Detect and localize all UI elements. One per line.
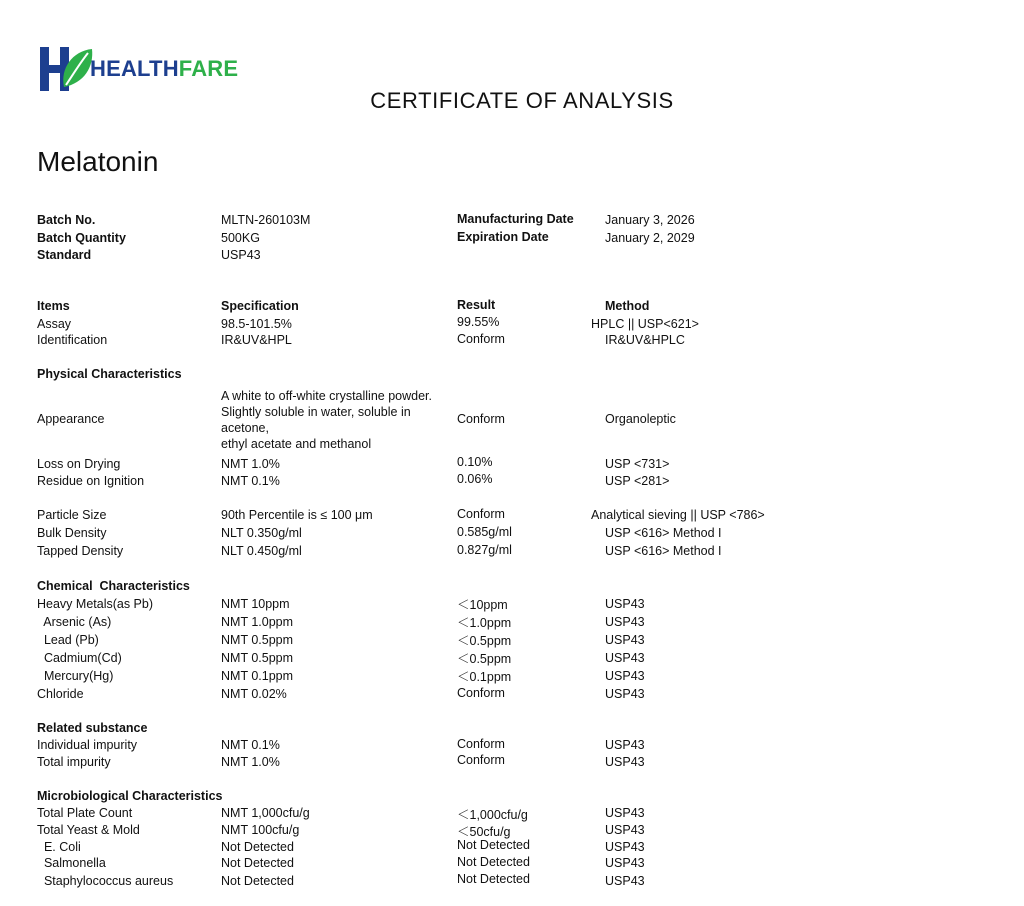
individual-impurity-result: Conform bbox=[457, 737, 505, 751]
total-plate-count-item: Total Plate Count bbox=[37, 806, 133, 820]
total-plate-count-result: ＜1,000cfu/g bbox=[457, 808, 528, 822]
cadmium-result: ＜0.5ppm bbox=[457, 652, 512, 666]
header-result: Result bbox=[457, 298, 496, 312]
lead-spec: NMT 0.5ppm bbox=[221, 633, 294, 647]
individual-impurity-item: Individual impurity bbox=[37, 738, 138, 752]
product-name: Melatonin bbox=[37, 146, 159, 177]
appearance-spec-line-2: Slightly soluble in water, soluble in bbox=[221, 405, 411, 419]
exp-date-label: Expiration Date bbox=[457, 230, 549, 244]
identification-item: Identification bbox=[37, 333, 108, 347]
appearance-result: Conform bbox=[457, 412, 505, 426]
residue-on-ignition-item: Residue on Ignition bbox=[37, 474, 145, 488]
brand-name-part2: FARE bbox=[178, 56, 239, 81]
tapped-density-spec: NLT 0.450g/ml bbox=[221, 544, 302, 558]
tapped-density-method: USP <616> Method I bbox=[605, 544, 722, 558]
yeast-mold-result: ＜50cfu/g bbox=[457, 825, 511, 839]
standard-value: USP43 bbox=[221, 248, 261, 262]
appearance-spec bbox=[221, 388, 432, 452]
total-plate-count-spec: NMT 1,000cfu/g bbox=[221, 806, 310, 820]
salmonella-result: Not Detected bbox=[457, 855, 530, 869]
tapped-density-item: Tapped Density bbox=[37, 544, 124, 558]
total-impurity-item: Total impurity bbox=[37, 755, 111, 769]
residue-on-ignition-spec: NMT 0.1% bbox=[221, 474, 280, 488]
assay-result: 99.55% bbox=[457, 315, 500, 329]
ecoli-item: E. Coli bbox=[37, 840, 81, 854]
particle-size-method: Analytical sieving || USP <786> bbox=[591, 508, 765, 522]
staph-method: USP43 bbox=[605, 874, 645, 888]
particle-size-result: Conform bbox=[457, 507, 505, 521]
particle-size-item: Particle Size bbox=[37, 508, 107, 522]
bulk-density-result: 0.585g/ml bbox=[457, 525, 512, 539]
document-title-text: CERTIFICATE OF ANALYSIS bbox=[370, 88, 674, 113]
ecoli-spec: Not Detected bbox=[221, 840, 294, 854]
ecoli-method: USP43 bbox=[605, 840, 645, 854]
heavy-metals-result: ＜10ppm bbox=[457, 598, 508, 612]
heavy-metals-spec: NMT 10ppm bbox=[221, 597, 290, 611]
chloride-method: USP43 bbox=[605, 687, 645, 701]
mfg-date-label: Manufacturing Date bbox=[457, 212, 574, 226]
cadmium-spec: NMT 0.5ppm bbox=[221, 651, 294, 665]
yeast-mold-method: USP43 bbox=[605, 823, 645, 837]
assay-item: Assay bbox=[37, 317, 72, 331]
appearance-method: Organoleptic bbox=[605, 412, 676, 426]
total-plate-count-method: USP43 bbox=[605, 806, 645, 820]
loss-on-drying-item: Loss on Drying bbox=[37, 457, 121, 471]
bulk-density-item: Bulk Density bbox=[37, 526, 107, 540]
mercury-result: ＜0.1ppm bbox=[457, 670, 512, 684]
chloride-item: Chloride bbox=[37, 687, 84, 701]
mfg-date-value: January 3, 2026 bbox=[605, 213, 695, 227]
micro-section-title: Microbiological Characteristics bbox=[37, 789, 223, 803]
total-impurity-method: USP43 bbox=[605, 755, 645, 769]
batch-no-label: Batch No. bbox=[37, 213, 96, 227]
loss-on-drying-result: 0.10% bbox=[457, 455, 493, 469]
brand-name bbox=[90, 56, 238, 82]
related-section-title: Related substance bbox=[37, 721, 148, 735]
appearance-spec-line-3: acetone, bbox=[221, 421, 269, 435]
batch-qty-label: Batch Quantity bbox=[37, 231, 126, 245]
ecoli-result: Not Detected bbox=[457, 838, 530, 852]
salmonella-item: Salmonella bbox=[37, 856, 106, 870]
bulk-density-method: USP <616> Method I bbox=[605, 526, 722, 540]
mercury-item: Mercury(Hg) bbox=[37, 669, 114, 683]
chloride-result: Conform bbox=[457, 686, 505, 700]
arsenic-method: USP43 bbox=[605, 615, 645, 629]
loss-on-drying-spec: NMT 1.0% bbox=[221, 457, 280, 471]
batch-qty-value: 500KG bbox=[221, 231, 260, 245]
total-impurity-result: Conform bbox=[457, 753, 505, 767]
staph-item: Staphylococcus aureus bbox=[37, 874, 174, 888]
chloride-spec: NMT 0.02% bbox=[221, 687, 287, 701]
appearance-spec-line-4: ethyl acetate and methanol bbox=[221, 437, 372, 451]
individual-impurity-method: USP43 bbox=[605, 738, 645, 752]
residue-on-ignition-method: USP <281> bbox=[605, 474, 670, 488]
particle-size-spec: 90th Percentile is ≤ 100 μm bbox=[221, 508, 373, 522]
standard-label: Standard bbox=[37, 248, 92, 262]
tapped-density-result: 0.827g/ml bbox=[457, 543, 512, 557]
lead-item: Lead (Pb) bbox=[37, 633, 99, 647]
header-specification: Specification bbox=[221, 299, 299, 313]
identification-spec: IR&UV&HPL bbox=[221, 333, 292, 347]
salmonella-spec: Not Detected bbox=[221, 856, 294, 870]
staph-spec: Not Detected bbox=[221, 874, 294, 888]
residue-on-ignition-result: 0.06% bbox=[457, 472, 493, 486]
lead-result: ＜0.5ppm bbox=[457, 634, 512, 648]
identification-method: IR&UV&HPLC bbox=[605, 333, 685, 347]
header-method: Method bbox=[605, 299, 650, 313]
identification-result: Conform bbox=[457, 332, 505, 346]
cadmium-method: USP43 bbox=[605, 651, 645, 665]
arsenic-result: ＜1.0ppm bbox=[457, 616, 512, 630]
heavy-metals-item: Heavy Metals(as Pb) bbox=[37, 597, 154, 611]
loss-on-drying-method: USP <731> bbox=[605, 457, 670, 471]
chemical-section-title: Chemical Characteristics bbox=[37, 579, 190, 593]
assay-method: HPLC || USP<621> bbox=[591, 317, 699, 331]
mercury-spec: NMT 0.1ppm bbox=[221, 669, 294, 683]
yeast-mold-item: Total Yeast & Mold bbox=[37, 823, 140, 837]
total-impurity-spec: NMT 1.0% bbox=[221, 755, 280, 769]
yeast-mold-spec: NMT 100cfu/g bbox=[221, 823, 300, 837]
header-items: Items bbox=[37, 299, 70, 313]
heavy-metals-method: USP43 bbox=[605, 597, 645, 611]
salmonella-method: USP43 bbox=[605, 856, 645, 870]
appearance-spec-line-1: A white to off-white crystalline powder. bbox=[221, 389, 432, 403]
assay-spec: 98.5-101.5% bbox=[221, 317, 292, 331]
mercury-method: USP43 bbox=[605, 669, 645, 683]
arsenic-spec: NMT 1.0ppm bbox=[221, 615, 294, 629]
individual-impurity-spec: NMT 0.1% bbox=[221, 738, 280, 752]
lead-method: USP43 bbox=[605, 633, 645, 647]
brand-name-part1: HEALTH bbox=[90, 56, 179, 81]
document-title bbox=[0, 88, 1024, 114]
arsenic-item: Arsenic (As) bbox=[37, 615, 112, 629]
appearance-item: Appearance bbox=[37, 412, 105, 426]
cadmium-item: Cadmium(Cd) bbox=[37, 651, 122, 665]
physical-section-title: Physical Characteristics bbox=[37, 367, 182, 381]
exp-date-value: January 2, 2029 bbox=[605, 231, 695, 245]
batch-no-value: MLTN-260103M bbox=[221, 213, 311, 227]
staph-result: Not Detected bbox=[457, 872, 530, 886]
bulk-density-spec: NLT 0.350g/ml bbox=[221, 526, 302, 540]
